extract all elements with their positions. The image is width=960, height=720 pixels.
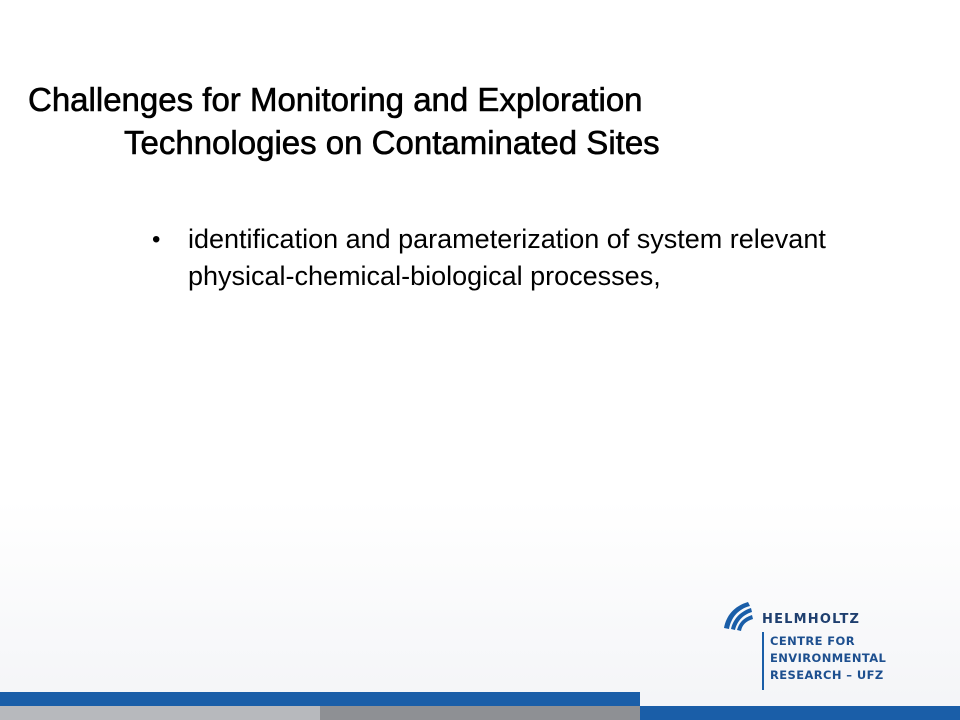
logo-subtitle-line-3: RESEARCH – UFZ [770, 668, 884, 682]
bullet-text-line-1: identification and parameterization of system relevant [188, 224, 826, 254]
logo-divider [762, 632, 764, 690]
bullet-list [152, 221, 952, 295]
footer-bar-blue-lower [640, 706, 960, 720]
slide-title-line-2: Technologies on Contaminated Sites [124, 124, 660, 161]
helmholtz-wave-icon [722, 598, 756, 632]
ufz-logo [722, 598, 922, 694]
logo-helmholtz-text: HELMHOLTZ [762, 612, 861, 627]
bullet-marker: • [152, 226, 161, 253]
slide-title-line-1: Challenges for Monitoring and Exploration [28, 81, 643, 118]
footer-bar-blue-upper [0, 692, 640, 706]
logo-subtitle-line-2: ENVIRONMENTAL [770, 651, 887, 665]
bullet-text-line-2: physical-chemical-biological processes, [188, 261, 661, 291]
logo-subtitle [770, 633, 886, 684]
footer-bar-light-gray [0, 706, 320, 720]
slide-title [28, 78, 848, 164]
logo-subtitle-line-1: CENTRE FOR [770, 634, 855, 648]
bullet-item [152, 221, 952, 295]
footer-bar-dark-gray [320, 706, 640, 720]
